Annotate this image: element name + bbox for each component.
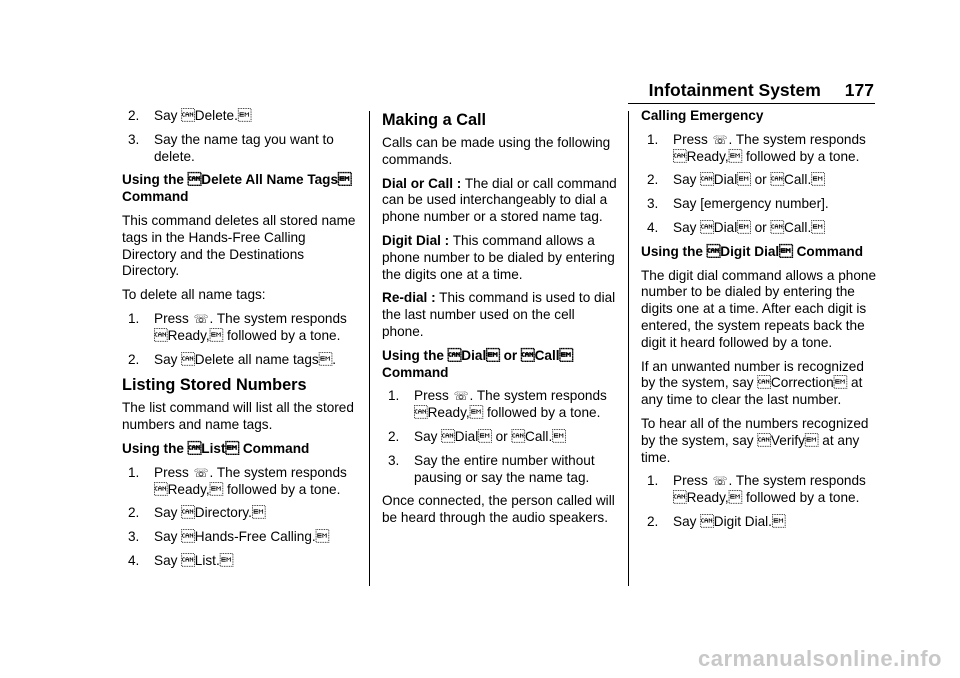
list-item: 1. Press ☏. The system responds Ready, followed by a tone.: [647, 131, 866, 164]
list-item: 3. Say the name tag you want to delete.: [128, 131, 334, 164]
digit-dial-command-heading: Using the Digit Dial Command: [641, 243, 864, 259]
list-item: 1. Press ☏. The system responds Ready, followed by a tone.: [388, 388, 607, 421]
list-item: 1. Press ☏. The system responds Ready, followed by a tone.: [647, 473, 866, 506]
unwanted-number-body: If an unwanted number is recognized by the system, say Correction at any time to clear the last number.: [641, 358, 864, 408]
dial-steps: [382, 388, 620, 486]
phone-talk-icon: ☏: [453, 389, 469, 404]
watermark: carmanualsonline.info: [698, 646, 942, 671]
column-divider-2: [628, 111, 629, 586]
digit-dial-body: The digit dial command allows a phone number to be dialed by entering the digits one at a time. After each digit is entered, the system repeats back the digit it heard followed by a tone.: [641, 267, 877, 350]
dial-command-heading: Using the Dial or Call Command: [382, 347, 574, 380]
delete-all-intro: To delete all name tags:: [122, 287, 266, 303]
making-call-heading: Making a Call: [382, 111, 487, 129]
list-item: 2. Say Dial or Call.: [388, 428, 566, 444]
redial-definition: Re-dial : This command is used to dial the last number used on the cell phone.: [382, 290, 616, 339]
verify-body: To hear all of the numbers recognized by the system, say Verify at any time.: [641, 415, 869, 465]
emergency-heading: Calling Emergency: [641, 108, 764, 123]
list-steps: [122, 465, 360, 570]
column-2: [382, 108, 620, 534]
connected-body: Once connected, the person called will be heard through the audio speakers.: [382, 493, 615, 526]
list-item: 1. Press ☏. The system responds Ready, followed by a tone.: [128, 464, 347, 497]
phone-talk-icon: ☏: [193, 311, 209, 326]
emergency-steps: [641, 132, 879, 237]
list-item: 3. Say [emergency number].: [647, 196, 829, 212]
column-divider-1: [369, 111, 370, 586]
page-header: [0, 80, 874, 101]
verify-steps: [641, 473, 879, 530]
delete-all-body: This command deletes all stored name tags in the Hands-Free Calling Directory and the Destinations Directory.: [122, 212, 356, 279]
delete-steps-continued: [122, 108, 360, 165]
list-item: 4. Say List.: [128, 552, 234, 568]
phone-talk-icon: ☏: [712, 474, 728, 489]
list-item: 2. Say Delete.: [128, 108, 252, 123]
section-title: Infotainment System: [648, 80, 821, 100]
column-3: [641, 108, 879, 538]
digit-dial-definition: Digit Dial : This command allows a phone number to be dialed by entering the digits one at a time.: [382, 232, 615, 282]
header-rule: [628, 103, 875, 104]
list-item: 3. Say Hands-Free Calling.: [128, 529, 330, 545]
delete-all-heading: Using the Delete All Name Tags Command: [122, 172, 352, 205]
list-item: 2. Say Directory.: [128, 505, 266, 521]
list-command-heading: Using the List Command: [122, 440, 310, 456]
list-item: 4. Say Dial or Call.: [647, 219, 825, 235]
listing-body: The list command will list all the stored numbers and name tags.: [122, 400, 354, 433]
list-item: 2. Say Delete all name tags.: [128, 351, 337, 367]
listing-heading: Listing Stored Numbers: [122, 376, 307, 395]
dial-definition: Dial or Call : The dial or call command can be used interchangeably to dial a phone number or a stored name tag.: [382, 175, 617, 225]
phone-talk-icon: ☏: [193, 465, 209, 480]
delete-all-steps: [122, 311, 360, 368]
list-item: 3. Say the entire number without pausing or say the name tag.: [388, 452, 595, 485]
list-item: 2. Say Digit Dial.: [647, 513, 786, 529]
page-number: 177: [844, 80, 874, 100]
making-call-body: Calls can be made using the following commands.: [382, 135, 611, 167]
phone-talk-icon: ☏: [712, 132, 728, 147]
list-item: 2. Say Dial or Call.: [647, 172, 825, 188]
list-item: 1. Press ☏. The system responds Ready, followed by a tone.: [128, 310, 347, 343]
column-1: [122, 108, 360, 577]
